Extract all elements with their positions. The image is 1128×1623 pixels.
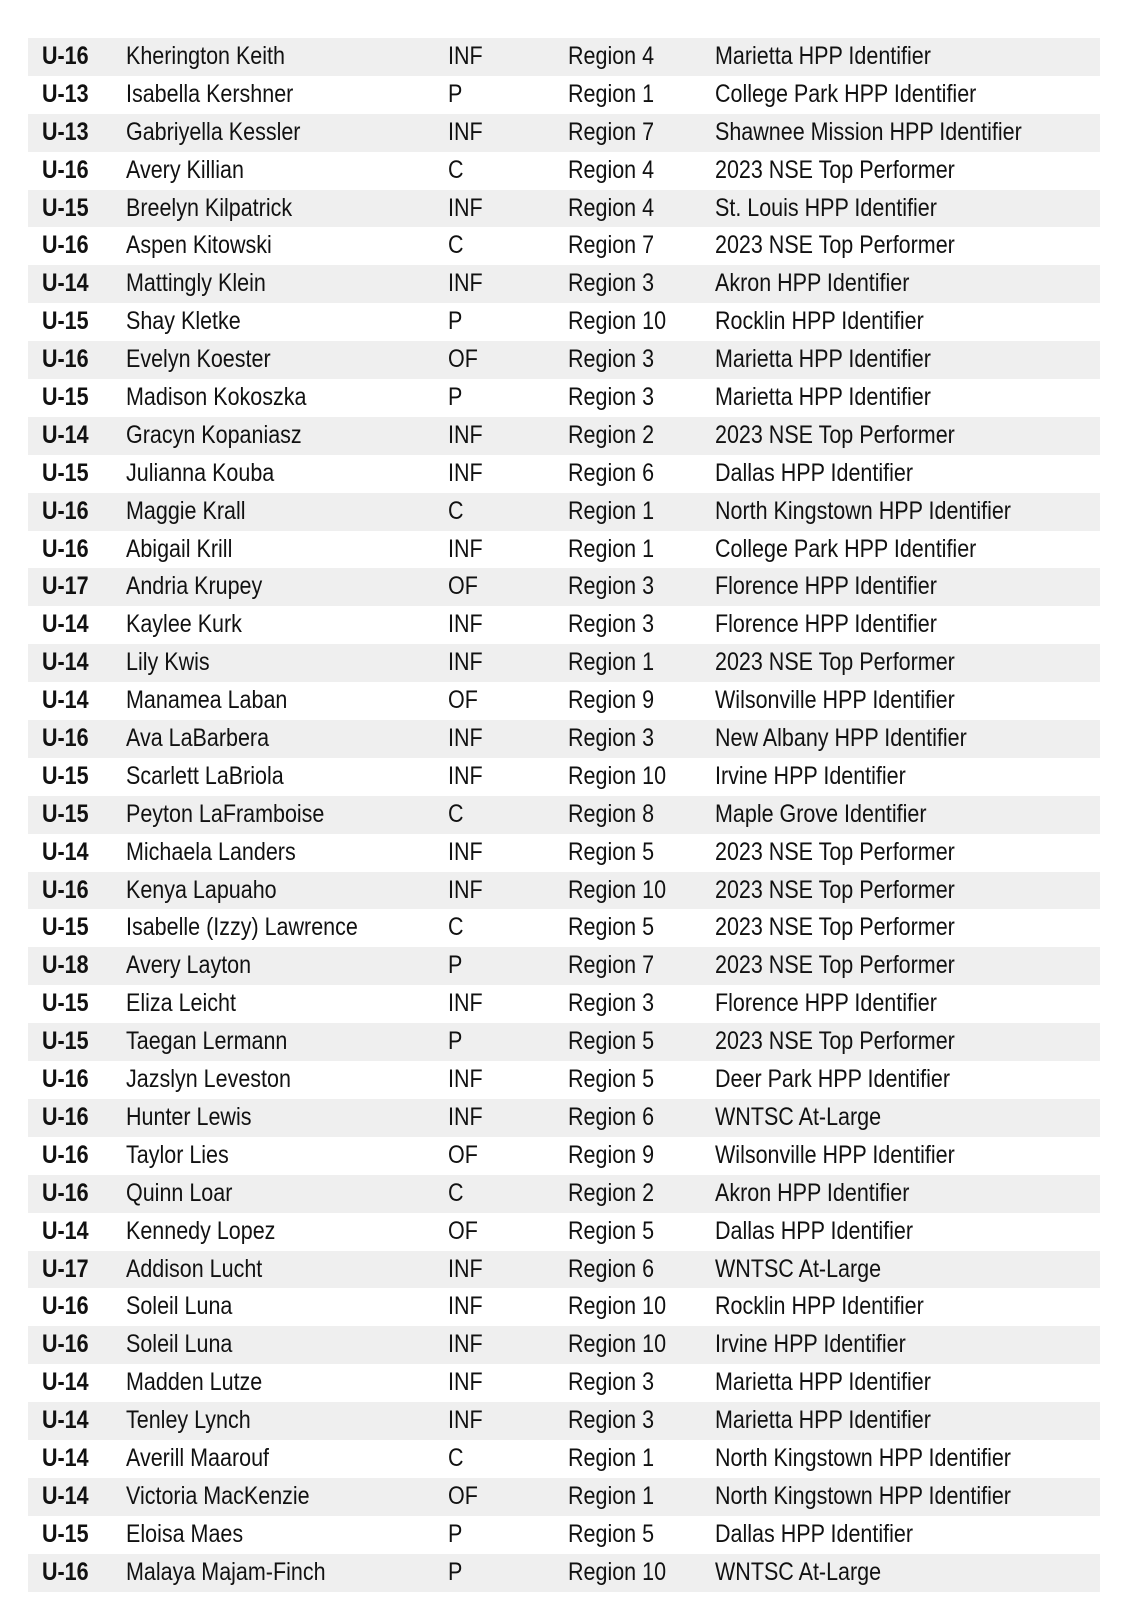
age-group-cell: U-16	[42, 1292, 89, 1321]
player-name-cell: Taegan Lermann	[126, 1027, 288, 1056]
player-name-cell: Ava LaBarbera	[126, 724, 270, 753]
table-row	[28, 303, 1100, 341]
player-name-cell: Kherington Keith	[126, 42, 285, 70]
table-row	[28, 796, 1100, 834]
region-cell: Region 1	[568, 648, 655, 677]
position-cell: INF	[448, 1330, 483, 1359]
player-name-cell: Gracyn Kopaniasz	[126, 420, 302, 449]
event-cell: WNTSC At-Large	[715, 1557, 882, 1586]
region-cell: Region 5	[568, 837, 655, 866]
event-cell: Rocklin HPP Identifier	[715, 1292, 924, 1321]
player-name-cell: Madison Kokoszka	[126, 383, 307, 412]
table-row	[28, 1213, 1100, 1251]
position-cell: P	[448, 307, 463, 336]
table-row	[28, 190, 1100, 228]
position-cell: P	[448, 951, 463, 980]
region-cell: Region 3	[568, 383, 655, 412]
player-name-cell: Scarlett LaBriola	[126, 761, 284, 790]
age-group-cell: U-15	[42, 799, 89, 828]
event-cell: Rocklin HPP Identifier	[715, 307, 924, 336]
position-cell: INF	[448, 1102, 483, 1131]
position-cell: P	[448, 1519, 463, 1548]
event-cell: Akron HPP Identifier	[715, 269, 910, 298]
position-cell: INF	[448, 458, 483, 487]
table-row	[28, 341, 1100, 379]
position-cell: INF	[448, 534, 483, 563]
table-row	[28, 1478, 1100, 1516]
player-name-cell: Kenya Lapuaho	[126, 875, 277, 904]
age-group-cell: U-14	[42, 610, 89, 639]
region-cell: Region 1	[568, 496, 655, 525]
region-cell: Region 10	[568, 875, 667, 904]
event-cell: Akron HPP Identifier	[715, 1178, 910, 1207]
region-cell: Region 7	[568, 117, 655, 146]
table-row	[28, 1099, 1100, 1137]
age-group-cell: U-16	[42, 1330, 89, 1359]
position-cell: C	[448, 1443, 464, 1472]
region-cell: Region 7	[568, 951, 655, 980]
table-row	[28, 682, 1100, 720]
table-row	[28, 76, 1100, 114]
position-cell: INF	[448, 420, 483, 449]
age-group-cell: U-15	[42, 913, 89, 942]
age-group-cell: U-15	[42, 1027, 89, 1056]
event-cell: Irvine HPP Identifier	[715, 761, 906, 790]
table-row	[28, 227, 1100, 265]
region-cell: Region 6	[568, 1102, 655, 1131]
position-cell: INF	[448, 989, 483, 1018]
event-cell: 2023 NSE Top Performer	[715, 837, 955, 866]
table-row	[28, 1440, 1100, 1478]
age-group-cell: U-14	[42, 837, 89, 866]
age-group-cell: U-13	[42, 79, 89, 108]
event-cell: North Kingstown HPP Identifier	[715, 496, 1011, 525]
player-name-cell: Madden Lutze	[126, 1368, 263, 1397]
region-cell: Region 10	[568, 761, 667, 790]
age-group-cell: U-16	[42, 155, 89, 184]
age-group-cell: U-14	[42, 648, 89, 677]
player-name-cell: Michaela Landers	[126, 837, 296, 866]
table-row	[28, 568, 1100, 606]
table-row	[28, 644, 1100, 682]
position-cell: INF	[448, 117, 483, 146]
age-group-cell: U-14	[42, 269, 89, 298]
player-name-cell: Julianna Kouba	[126, 458, 275, 487]
table-row	[28, 1288, 1100, 1326]
player-name-cell: Taylor Lies	[126, 1140, 229, 1169]
event-cell: 2023 NSE Top Performer	[715, 648, 955, 677]
age-group-cell: U-16	[42, 724, 89, 753]
age-group-cell: U-16	[42, 1102, 89, 1131]
region-cell: Region 1	[568, 79, 655, 108]
table-row	[28, 493, 1100, 531]
table-row	[28, 531, 1100, 569]
event-cell: 2023 NSE Top Performer	[715, 875, 955, 904]
position-cell: INF	[448, 837, 483, 866]
table-row	[28, 417, 1100, 455]
age-group-cell: U-15	[42, 193, 89, 222]
position-cell: INF	[448, 1254, 483, 1283]
table-row	[28, 1061, 1100, 1099]
region-cell: Region 1	[568, 1481, 655, 1510]
region-cell: Region 1	[568, 1443, 655, 1472]
age-group-cell: U-16	[42, 231, 89, 260]
position-cell: OF	[448, 1140, 478, 1169]
event-cell: Deer Park HPP Identifier	[715, 1065, 951, 1094]
age-group-cell: U-18	[42, 951, 89, 980]
table-row	[28, 1516, 1100, 1554]
region-cell: Region 1	[568, 534, 655, 563]
position-cell: INF	[448, 875, 483, 904]
player-name-cell: Maggie Krall	[126, 496, 246, 525]
event-cell: North Kingstown HPP Identifier	[715, 1481, 1011, 1510]
position-cell: P	[448, 1027, 463, 1056]
event-cell: Marietta HPP Identifier	[715, 1406, 931, 1435]
position-cell: INF	[448, 610, 483, 639]
player-name-cell: Shay Kletke	[126, 307, 241, 336]
position-cell: P	[448, 383, 463, 412]
player-name-cell: Soleil Luna	[126, 1330, 233, 1359]
position-cell: OF	[448, 345, 478, 374]
player-name-cell: Peyton LaFramboise	[126, 799, 325, 828]
age-group-cell: U-16	[42, 345, 89, 374]
table-row	[28, 114, 1100, 152]
age-group-cell: U-14	[42, 1216, 89, 1245]
event-cell: WNTSC At-Large	[715, 1102, 882, 1131]
region-cell: Region 3	[568, 572, 655, 601]
position-cell: P	[448, 79, 463, 108]
age-group-cell: U-16	[42, 1140, 89, 1169]
position-cell: INF	[448, 1292, 483, 1321]
region-cell: Region 5	[568, 1216, 655, 1245]
player-name-cell: Lily Kwis	[126, 648, 210, 677]
position-cell: INF	[448, 1065, 483, 1094]
table-row	[28, 1364, 1100, 1402]
event-cell: 2023 NSE Top Performer	[715, 155, 955, 184]
event-cell: 2023 NSE Top Performer	[715, 1027, 955, 1056]
player-name-cell: Jazslyn Leveston	[126, 1065, 291, 1094]
event-cell: Dallas HPP Identifier	[715, 1216, 913, 1245]
age-group-cell: U-15	[42, 458, 89, 487]
region-cell: Region 2	[568, 1178, 655, 1207]
position-cell: OF	[448, 1216, 478, 1245]
table-row	[28, 1402, 1100, 1440]
event-cell: College Park HPP Identifier	[715, 534, 977, 563]
event-cell: Marietta HPP Identifier	[715, 1368, 931, 1397]
player-name-cell: Eliza Leicht	[126, 989, 236, 1018]
region-cell: Region 3	[568, 269, 655, 298]
age-group-cell: U-13	[42, 117, 89, 146]
event-cell: 2023 NSE Top Performer	[715, 951, 955, 980]
position-cell: OF	[448, 572, 478, 601]
event-cell: Florence HPP Identifier	[715, 989, 937, 1018]
position-cell: INF	[448, 269, 483, 298]
table-row	[28, 909, 1100, 947]
table-row	[28, 455, 1100, 493]
table-row	[28, 606, 1100, 644]
position-cell: C	[448, 496, 464, 525]
table-row	[28, 834, 1100, 872]
player-name-cell: Avery Killian	[126, 155, 244, 184]
table-row	[28, 38, 1100, 76]
region-cell: Region 3	[568, 610, 655, 639]
table-row	[28, 720, 1100, 758]
table-row	[28, 1554, 1100, 1592]
player-name-cell: Kennedy Lopez	[126, 1216, 276, 1245]
region-cell: Region 4	[568, 193, 655, 222]
player-name-cell: Addison Lucht	[126, 1254, 263, 1283]
table-row	[28, 1326, 1100, 1364]
event-cell: Maple Grove Identifier	[715, 799, 927, 828]
player-name-cell: Gabriyella Kessler	[126, 117, 301, 146]
table-row	[28, 1251, 1100, 1289]
age-group-cell: U-14	[42, 420, 89, 449]
age-group-cell: U-15	[42, 761, 89, 790]
region-cell: Region 5	[568, 1065, 655, 1094]
table-row	[28, 947, 1100, 985]
player-name-cell: Isabelle (Izzy) Lawrence	[126, 913, 358, 942]
player-name-cell: Avery Layton	[126, 951, 252, 980]
region-cell: Region 6	[568, 458, 655, 487]
age-group-cell: U-14	[42, 1406, 89, 1435]
player-name-cell: Hunter Lewis	[126, 1102, 252, 1131]
age-group-cell: U-15	[42, 383, 89, 412]
position-cell: P	[448, 1557, 463, 1586]
player-name-cell: Kaylee Kurk	[126, 610, 242, 639]
event-cell: 2023 NSE Top Performer	[715, 231, 955, 260]
position-cell: INF	[448, 1406, 483, 1435]
event-cell: Marietta HPP Identifier	[715, 42, 931, 70]
event-cell: Florence HPP Identifier	[715, 610, 937, 639]
event-cell: 2023 NSE Top Performer	[715, 420, 955, 449]
position-cell: OF	[448, 1481, 478, 1510]
event-cell: Wilsonville HPP Identifier	[715, 686, 955, 715]
event-cell: New Albany HPP Identifier	[715, 724, 967, 753]
age-group-cell: U-15	[42, 1519, 89, 1548]
region-cell: Region 10	[568, 1330, 667, 1359]
position-cell: INF	[448, 42, 483, 70]
player-name-cell: Isabella Kershner	[126, 79, 294, 108]
age-group-cell: U-17	[42, 1254, 89, 1283]
position-cell: C	[448, 1178, 464, 1207]
region-cell: Region 3	[568, 1406, 655, 1435]
player-name-cell: Breelyn Kilpatrick	[126, 193, 293, 222]
event-cell: Dallas HPP Identifier	[715, 458, 913, 487]
event-cell: North Kingstown HPP Identifier	[715, 1443, 1011, 1472]
event-cell: College Park HPP Identifier	[715, 79, 977, 108]
player-name-cell: Mattingly Klein	[126, 269, 266, 298]
region-cell: Region 9	[568, 1140, 655, 1169]
event-cell: Irvine HPP Identifier	[715, 1330, 906, 1359]
position-cell: C	[448, 799, 464, 828]
player-name-cell: Malaya Majam-Finch	[126, 1557, 326, 1586]
age-group-cell: U-15	[42, 989, 89, 1018]
position-cell: C	[448, 155, 464, 184]
player-name-cell: Soleil Luna	[126, 1292, 233, 1321]
event-cell: Marietta HPP Identifier	[715, 345, 931, 374]
roster-table	[28, 38, 1100, 1592]
position-cell: INF	[448, 724, 483, 753]
player-name-cell: Tenley Lynch	[126, 1406, 251, 1435]
event-cell: WNTSC At-Large	[715, 1254, 882, 1283]
position-cell: INF	[448, 193, 483, 222]
age-group-cell: U-16	[42, 875, 89, 904]
table-row	[28, 1023, 1100, 1061]
region-cell: Region 4	[568, 42, 655, 70]
age-group-cell: U-16	[42, 1178, 89, 1207]
event-cell: Wilsonville HPP Identifier	[715, 1140, 955, 1169]
player-name-cell: Eloisa Maes	[126, 1519, 244, 1548]
event-cell: St. Louis HPP Identifier	[715, 193, 937, 222]
table-row	[28, 872, 1100, 910]
age-group-cell: U-16	[42, 534, 89, 563]
age-group-cell: U-14	[42, 1481, 89, 1510]
region-cell: Region 2	[568, 420, 655, 449]
region-cell: Region 3	[568, 989, 655, 1018]
age-group-cell: U-16	[42, 1557, 89, 1586]
player-name-cell: Quinn Loar	[126, 1178, 233, 1207]
age-group-cell: U-17	[42, 572, 89, 601]
region-cell: Region 10	[568, 1557, 667, 1586]
player-name-cell: Aspen Kitowski	[126, 231, 272, 260]
position-cell: C	[448, 913, 464, 942]
region-cell: Region 3	[568, 724, 655, 753]
region-cell: Region 7	[568, 231, 655, 260]
age-group-cell: U-14	[42, 1368, 89, 1397]
region-cell: Region 3	[568, 345, 655, 374]
region-cell: Region 8	[568, 799, 655, 828]
age-group-cell: U-15	[42, 307, 89, 336]
position-cell: INF	[448, 761, 483, 790]
event-cell: Shawnee Mission HPP Identifier	[715, 117, 1022, 146]
event-cell: Marietta HPP Identifier	[715, 383, 931, 412]
event-cell: 2023 NSE Top Performer	[715, 913, 955, 942]
age-group-cell: U-14	[42, 1443, 89, 1472]
table-row	[28, 379, 1100, 417]
region-cell: Region 3	[568, 1368, 655, 1397]
age-group-cell: U-14	[42, 686, 89, 715]
position-cell: INF	[448, 1368, 483, 1397]
age-group-cell: U-16	[42, 496, 89, 525]
age-group-cell: U-16	[42, 42, 89, 70]
event-cell: Florence HPP Identifier	[715, 572, 937, 601]
region-cell: Region 6	[568, 1254, 655, 1283]
position-cell: OF	[448, 686, 478, 715]
age-group-cell: U-16	[42, 1065, 89, 1094]
player-name-cell: Abigail Krill	[126, 534, 233, 563]
player-name-cell: Evelyn Koester	[126, 345, 271, 374]
event-cell: Dallas HPP Identifier	[715, 1519, 913, 1548]
player-name-cell: Manamea Laban	[126, 686, 288, 715]
player-name-cell: Averill Maarouf	[126, 1443, 270, 1472]
table-row	[28, 985, 1100, 1023]
player-name-cell: Andria Krupey	[126, 572, 263, 601]
table-row	[28, 265, 1100, 303]
region-cell: Region 5	[568, 1027, 655, 1056]
position-cell: INF	[448, 648, 483, 677]
region-cell: Region 5	[568, 913, 655, 942]
region-cell: Region 5	[568, 1519, 655, 1548]
table-row	[28, 1137, 1100, 1175]
player-name-cell: Victoria MacKenzie	[126, 1481, 310, 1510]
region-cell: Region 10	[568, 1292, 667, 1321]
table-row	[28, 758, 1100, 796]
region-cell: Region 4	[568, 155, 655, 184]
region-cell: Region 9	[568, 686, 655, 715]
position-cell: C	[448, 231, 464, 260]
region-cell: Region 10	[568, 307, 667, 336]
table-row	[28, 152, 1100, 190]
table-row	[28, 1175, 1100, 1213]
